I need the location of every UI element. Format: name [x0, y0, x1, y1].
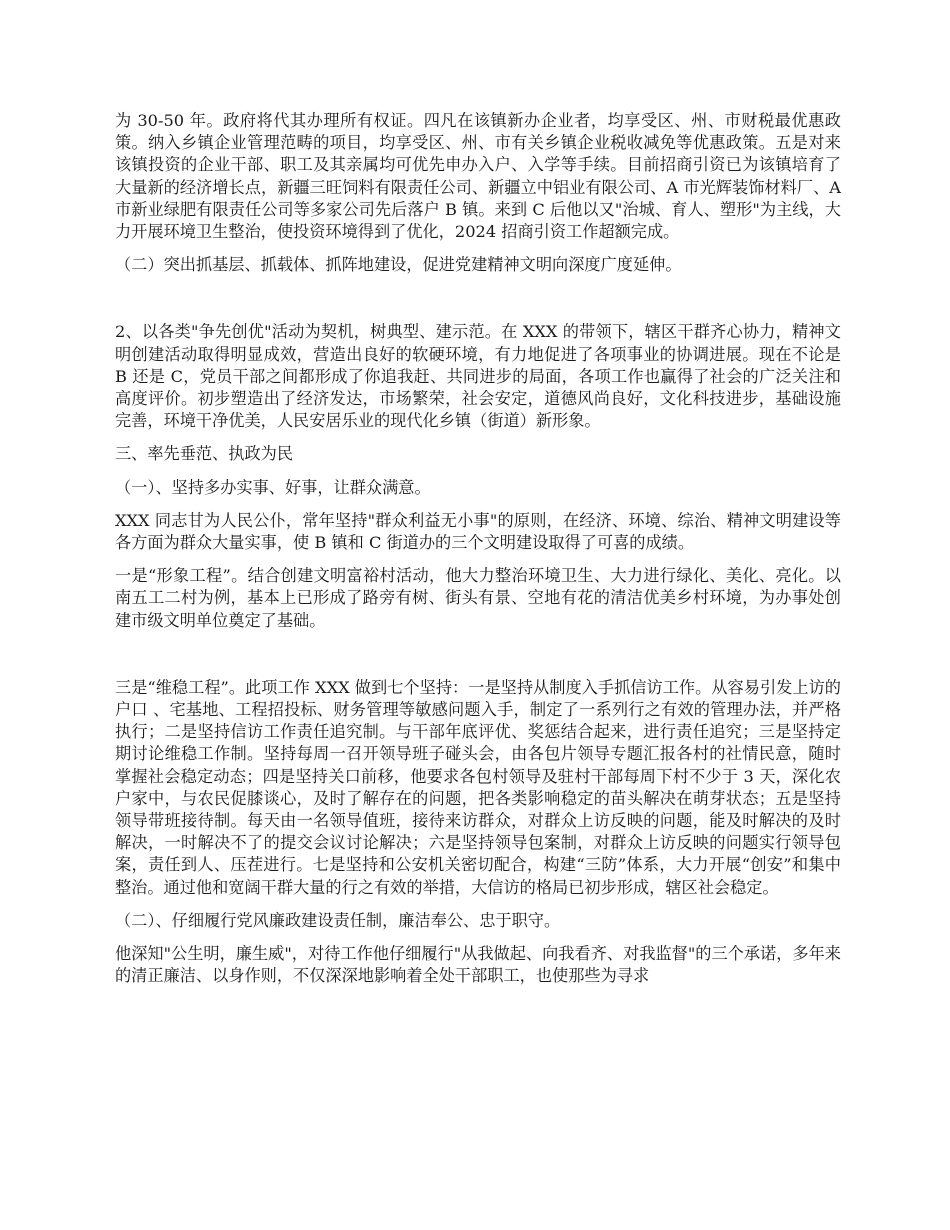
paragraph-public-servant: XXX 同志甘为人民公仆，常年坚持"群众利益无小事"的原则，在经济、环境、综治、精神文明建设等各方面为群众大量实事，使 B 镇和 C 街道办的三个文明建设取得了可喜的成绩。: [115, 510, 841, 553]
paragraph-stability-project: 三是“维稳工程”。此项工作 XXX 做到七个坚持：一是坚持从制度入手抓信访工作。从容易引发上访的户口 、宅基地、工程招投标、财务管理等敏感问题入手，制定了一系列行之有效的管理办法，并严格执行；二是坚持信访工作责任追究制。与干部年底评优、奖惩结合起来，进行责任追究；三是坚持定期讨论维稳工作制。坚持每周一召开领导班子碰头会，由各包片领导专题汇报各村的社情民意，随时掌握社会稳定动态；四是坚持关口前移，他要求各包村领导及驻村干部每周下村不少于 3 天，深化农户家中，与农民促膝谈心，及时了解存在的问题，把各类影响稳定的苗头解决在萌芽状态；五是坚持领导带班接待制。每天由一名领导值班，接待来访群众，对群众上访反映的问题，能及时解决的及时解决，一时解决不了的提交会议讨论解决；六是坚持领导包案制，对群众上访反映的问题实行领导包案，责任到人、压茬进行。七是坚持和公安机关密切配合，构建“三防”体系，大力开展“创安”和集中整治。通过他和宽阔干群大量的行之有效的举措，大信访的格局已初步形成，辖区社会稳定。: [115, 677, 841, 897]
paragraph-excellence-activities: 2、以各类"争先创优"活动为契机，树典型、建示范。在 XXX 的带领下，辖区干群齐心协力，精神文明创建活动取得明显成效，营造出良好的软硬环境，有力地促进了各项事业的协调进展。现在不论是 B 还是 C，党员干部之间都形成了你追我赶、共同进步的局面，各项工作也赢得了社会的广泛关注和高度评价。初步塑造出了经济发达，市场繁荣，社会安定，道德风尚良好，文化科技进步，基础设施完善，环境干净优美，人民安居乐业的现代化乡镇（街道）新形象。: [115, 322, 841, 431]
paragraph-integrity-commitment: 他深知"公生明，廉生威"，对待工作他仔细履行"从我做起、向我看齐、对我监督"的三个承诺，多年来的清正廉洁、以身作则，不仅深深地影响着全处干部职工，也使那些为寻求: [115, 944, 841, 986]
paragraph-image-project: 一是“形象工程”。结合创建文明富裕村活动，他大力整治环境卫生、大力进行绿化、美化、亮化。以南五工二村为例，基本上已形成了路旁有树、街头有景、空地有花的清洁优美乡村环境，为办事处创建市级文明单位奠定了基础。: [115, 566, 841, 630]
subheading-grassroots: （二）突出抓基层、抓载体、抓阵地建设，促进党建精神文明向深度广度延伸。: [115, 255, 682, 275]
section-heading-lead-by-example: 三、率先垂范、执政为民: [115, 444, 294, 464]
document-page: [115, 110, 841, 988]
subheading-integrity: （二）、仔细履行党风廉政建设责任制，廉洁奉公、忠于职守。: [115, 910, 561, 930]
paragraph-investment-policy: 为 30-50 年。政府将代其办理所有权证。四凡在该镇新办企业者，均享受区、州、市财税最优惠政策。纳入乡镇企业管理范畴的项目，均享受区、州、市有关乡镇企业税收减免等优惠政策。五是对来该镇投资的企业干部、职工及其亲属均可优先申办入户、入学等手续。目前招商引资已为该镇培育了大量新的经济增长点，新疆三旺饲料有限责任公司、新疆立中铝业有限公司、A 市光辉装饰材料厂、A 市新业绿肥有限责任公司等多家公司先后落户 B 镇。来到 C 后他以又"治城、育人、塑形"为主线，大力开展环境卫生整治，使投资环境得到了优化，2024 招商引资工作超额完成。: [115, 111, 841, 242]
subheading-practical-deeds: （一）、坚持多办实事、好事，让群众满意。: [115, 477, 431, 497]
